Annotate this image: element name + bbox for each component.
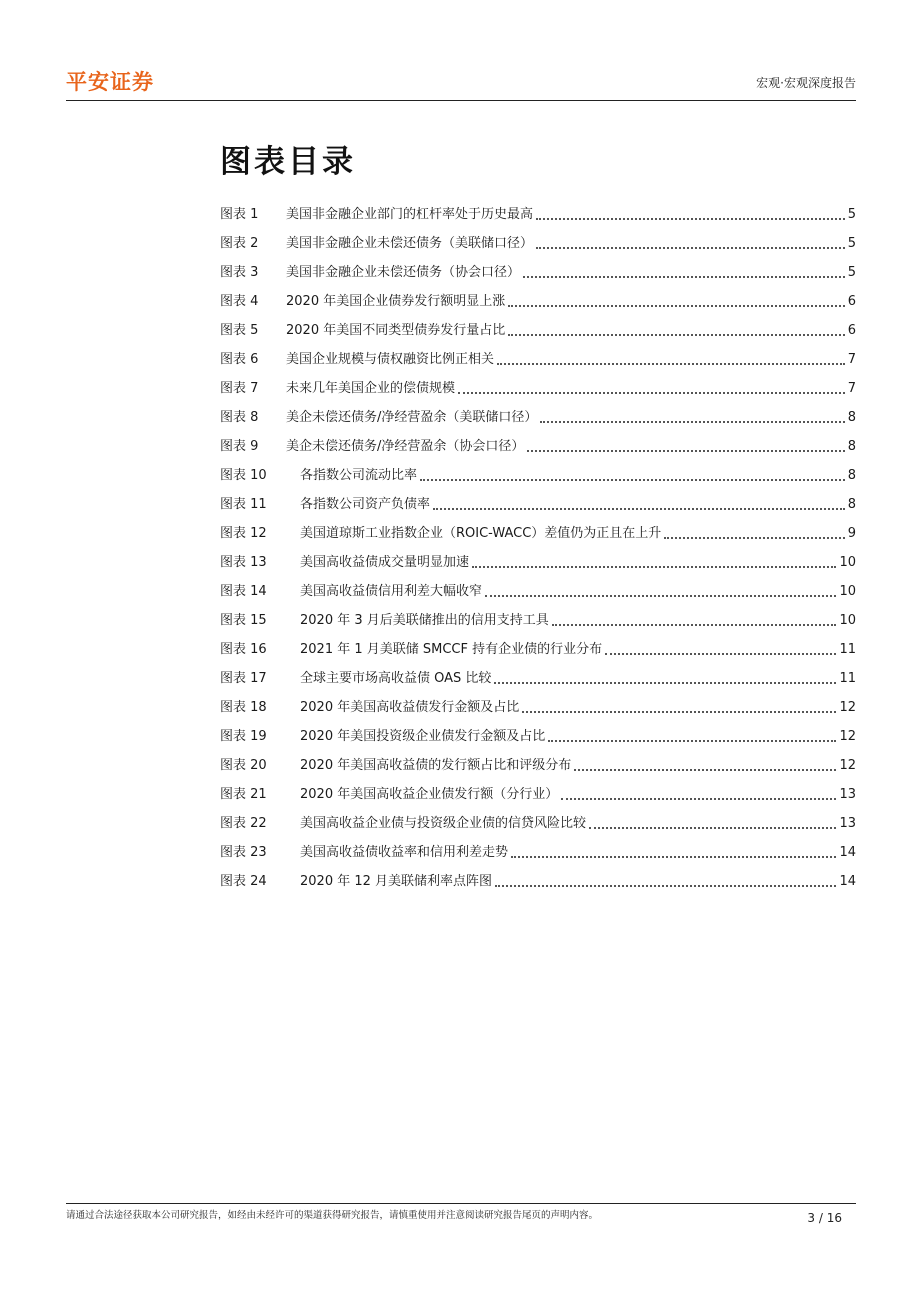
toc-entry[interactable] [220, 780, 856, 809]
toc-entry-title: 各指数公司资产负债率 [300, 497, 431, 512]
toc-entry-page: 12 [839, 729, 856, 744]
toc-entry-title: 美国高收益债成交量明显加速 [300, 555, 470, 570]
toc-dot-leader [497, 362, 845, 365]
toc-entry-number: 图表 22 [220, 816, 267, 831]
toc-entry-page: 13 [839, 816, 856, 831]
toc-entry-page: 10 [839, 613, 856, 628]
toc-entry-page: 7 [847, 381, 856, 396]
toc-entry[interactable] [220, 229, 856, 258]
toc-entry-title: 2020 年美国高收益企业债发行额（分行业） [300, 787, 559, 802]
brand-logo: 平安证券 [66, 70, 154, 94]
toc-entry-page: 5 [847, 265, 856, 280]
toc-entry[interactable] [220, 461, 856, 490]
toc-entry-number: 图表 10 [220, 468, 267, 483]
toc-dot-leader [472, 565, 836, 568]
toc-entry[interactable] [220, 287, 856, 316]
toc-entry-number: 图表 11 [220, 497, 267, 512]
toc-dot-leader [508, 333, 845, 336]
toc-entry-title: 美国高收益债信用利差大幅收窄 [300, 584, 483, 599]
figure-list [220, 200, 856, 896]
page-number: 3 / 16 [807, 1211, 842, 1225]
page-title: 图表目录 [220, 144, 356, 180]
toc-entry[interactable] [220, 606, 856, 635]
toc-entry-title: 美国道琼斯工业指数企业（ROIC-WACC）差值仍为正且在上升 [300, 526, 662, 541]
toc-entry-title: 2020 年 3 月后美联储推出的信用支持工具 [300, 613, 549, 628]
toc-entry-page: 8 [847, 497, 856, 512]
toc-entry[interactable] [220, 316, 856, 345]
toc-entry-number: 图表 18 [220, 700, 267, 715]
toc-entry-number: 图表 4 [220, 294, 259, 309]
toc-entry-page: 8 [847, 410, 856, 425]
toc-dot-leader [605, 652, 836, 655]
toc-entry-title: 美国高收益债收益率和信用利差走势 [300, 845, 509, 860]
toc-entry-number: 图表 5 [220, 323, 259, 338]
toc-entry-page: 7 [847, 352, 856, 367]
toc-dot-leader [458, 391, 845, 394]
toc-dot-leader [536, 246, 845, 249]
toc-entry-page: 14 [839, 845, 856, 860]
toc-entry-number: 图表 23 [220, 845, 267, 860]
toc-entry-page: 10 [839, 555, 856, 570]
toc-dot-leader [536, 217, 845, 220]
toc-entry-page: 8 [847, 468, 856, 483]
toc-entry[interactable] [220, 200, 856, 229]
toc-dot-leader [485, 594, 836, 597]
toc-dot-leader [522, 710, 836, 713]
toc-entry-title: 2020 年美国不同类型债券发行量占比 [286, 323, 506, 338]
toc-dot-leader [552, 623, 837, 626]
toc-entry-page: 5 [847, 236, 856, 251]
toc-dot-leader [511, 855, 836, 858]
toc-entry[interactable] [220, 838, 856, 867]
toc-entry-title: 美国非金融企业未偿还债务（美联储口径） [286, 236, 534, 251]
toc-dot-leader [548, 739, 836, 742]
toc-entry-title: 2020 年美国投资级企业债发行金额及占比 [300, 729, 546, 744]
toc-entry-number: 图表 2 [220, 236, 259, 251]
toc-entry-page: 13 [839, 787, 856, 802]
toc-entry-number: 图表 9 [220, 439, 259, 454]
toc-entry-title: 2020 年美国企业债券发行额明显上涨 [286, 294, 506, 309]
toc-entry[interactable] [220, 867, 856, 896]
toc-entry-title: 美企未偿还债务/净经营盈余（美联储口径） [286, 410, 538, 425]
toc-dot-leader [589, 826, 836, 829]
toc-dot-leader [494, 681, 836, 684]
toc-entry-number: 图表 21 [220, 787, 267, 802]
toc-entry[interactable] [220, 403, 856, 432]
toc-entry-page: 8 [847, 439, 856, 454]
toc-dot-leader [433, 507, 845, 510]
toc-entry-page: 11 [839, 642, 856, 657]
toc-entry-title: 未来几年美国企业的偿债规模 [286, 381, 456, 396]
toc-entry-page: 6 [847, 294, 856, 309]
toc-entry-number: 图表 24 [220, 874, 267, 889]
toc-entry-page: 14 [839, 874, 856, 889]
toc-entry-title: 2021 年 1 月美联储 SMCCF 持有企业债的行业分布 [300, 642, 603, 657]
toc-entry[interactable] [220, 693, 856, 722]
toc-entry-title: 各指数公司流动比率 [300, 468, 418, 483]
toc-dot-leader [420, 478, 845, 481]
toc-entry[interactable] [220, 345, 856, 374]
toc-dot-leader [495, 884, 836, 887]
toc-dot-leader [527, 449, 844, 452]
toc-entry-number: 图表 14 [220, 584, 267, 599]
toc-entry-title: 2020 年美国高收益债的发行额占比和评级分布 [300, 758, 572, 773]
toc-entry-title: 2020 年 12 月美联储利率点阵图 [300, 874, 493, 889]
footer-disclaimer: 请通过合法途径获取本公司研究报告，如经由未经许可的渠道获得研究报告，请慎重使用并注意阅读研究报告尾页的声明内容。 [66, 1210, 599, 1221]
toc-entry-number: 图表 7 [220, 381, 259, 396]
toc-entry-page: 12 [839, 700, 856, 715]
toc-entry-number: 图表 16 [220, 642, 267, 657]
toc-entry[interactable] [220, 809, 856, 838]
toc-entry-number: 图表 12 [220, 526, 267, 541]
toc-entry-page: 5 [847, 207, 856, 222]
toc-entry-page: 12 [839, 758, 856, 773]
toc-entry-page: 6 [847, 323, 856, 338]
toc-entry-page: 10 [839, 584, 856, 599]
toc-entry-title: 美国高收益企业债与投资级企业债的信贷风险比较 [300, 816, 587, 831]
toc-entry[interactable] [220, 635, 856, 664]
report-section: 宏观·宏观深度报告 [756, 76, 856, 90]
toc-entry[interactable] [220, 577, 856, 606]
toc-entry-number: 图表 17 [220, 671, 267, 686]
toc-entry-number: 图表 19 [220, 729, 267, 744]
toc-entry-number: 图表 3 [220, 265, 259, 280]
toc-dot-leader [508, 304, 845, 307]
toc-entry-number: 图表 13 [220, 555, 267, 570]
toc-entry-title: 美企未偿还债务/净经营盈余（协会口径） [286, 439, 525, 454]
toc-dot-leader [523, 275, 845, 278]
toc-entry-number: 图表 6 [220, 352, 259, 367]
toc-entry-number: 图表 20 [220, 758, 267, 773]
toc-entry[interactable] [220, 548, 856, 577]
toc-entry[interactable] [220, 722, 856, 751]
page-header [66, 62, 856, 101]
toc-entry[interactable] [220, 258, 856, 287]
toc-dot-leader [574, 768, 836, 771]
toc-entry-number: 图表 15 [220, 613, 267, 628]
toc-entry[interactable] [220, 519, 856, 548]
toc-entry-page: 9 [847, 526, 856, 541]
toc-dot-leader [561, 797, 836, 800]
toc-entry-number: 图表 8 [220, 410, 259, 425]
toc-entry-title: 美国非金融企业未偿还债务（协会口径） [286, 265, 521, 280]
toc-entry[interactable] [220, 432, 856, 461]
toc-entry-title: 全球主要市场高收益债 OAS 比较 [300, 671, 492, 686]
toc-entry-number: 图表 1 [220, 207, 259, 222]
toc-dot-leader [664, 536, 844, 539]
page-footer [66, 1203, 856, 1225]
toc-entry-page: 11 [839, 671, 856, 686]
toc-dot-leader [540, 420, 844, 423]
toc-entry[interactable] [220, 490, 856, 519]
toc-entry-title: 2020 年美国高收益债发行金额及占比 [300, 700, 520, 715]
toc-entry-title: 美国企业规模与债权融资比例正相关 [286, 352, 495, 367]
toc-entry[interactable] [220, 664, 856, 693]
toc-entry[interactable] [220, 374, 856, 403]
toc-entry[interactable] [220, 751, 856, 780]
toc-entry-title: 美国非金融企业部门的杠杆率处于历史最高 [286, 207, 534, 222]
